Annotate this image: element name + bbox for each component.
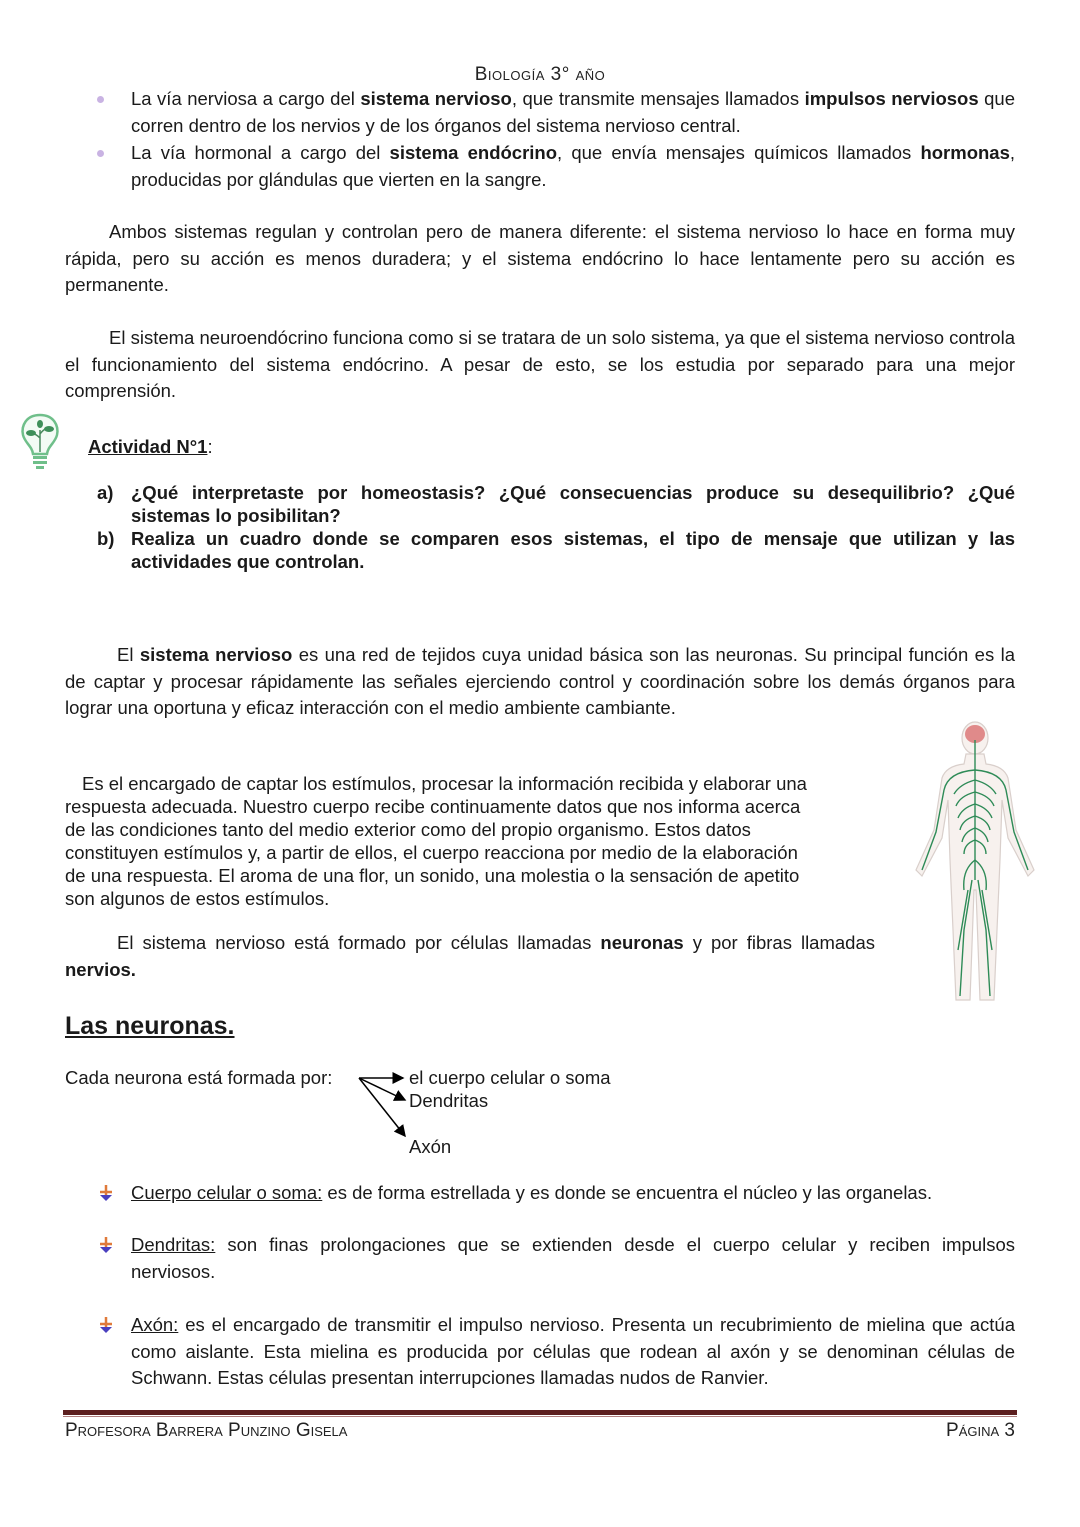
neuron-part: Axón — [409, 1136, 452, 1157]
question-label: b) — [97, 528, 115, 549]
arrow-down-bullet-icon — [97, 1184, 115, 1202]
colon: : — [207, 436, 213, 457]
text: es una red de tejidos cuya unidad básica son las neuronas. Su principal función es la de captar y procesar rápidamente las señales ejerciendo control y coordinación sobre los demás órganos para lograr una oportuna y eficaz interacción con el medio ambiente cambiante. — [65, 644, 1015, 718]
line: de las condiciones tanto del medio exterior como del propio organismo. Estos datos — [65, 819, 751, 840]
bullet-item — [131, 86, 1015, 139]
footer-page-number: Página 3 — [946, 1420, 1015, 1441]
definition-item — [131, 1312, 1015, 1392]
paragraph: El sistema neuroendócrino funciona como si se tratara de un solo sistema, ya que el sistema nervioso controla el funcionamiento del sistema endócrino. A pesar de esto, se los estudia por separado para una mejor comprensión. — [65, 327, 1015, 401]
bold-text: hormonas — [920, 142, 1010, 163]
line: constituyen estímulos y, a partir de ellos, el cuerpo reacciona por medio de la elaboración — [65, 842, 798, 863]
neuron-part: el cuerpo celular o soma — [409, 1067, 611, 1088]
footer-rule-thin — [63, 1416, 1017, 1417]
line: Es el encargado de captar los estímulos, procesar la información recibida y elaborar una — [82, 773, 807, 794]
footer-rule — [63, 1410, 1017, 1415]
text: y por fibras llamadas — [683, 932, 875, 953]
paragraph: Ambos sistemas regulan y controlan pero de manera diferente: el sistema nervioso lo hace en forma muy rápida, pero su acción es menos duradera; y el sistema endócrino lo hace lentamente pero su acción es permanente. — [65, 221, 1015, 295]
definition: es el encargado de transmitir el impulso nervioso. Presenta un recubrimiento de mielina que actúa como aislante. Esta mielina es producida por células que rodean al axón y se denominan células de Schwann. Estas células presentan interrupciones llamadas nudos de Ranvier. — [131, 1314, 1015, 1388]
activity-title-text: Actividad N°1 — [88, 436, 208, 457]
bold-text: impulsos nerviosos — [804, 88, 979, 109]
question-a — [97, 481, 1015, 527]
definition: son finas prolongaciones que se extienden desde el cuerpo celular y reciben impulsos nerviosos. — [131, 1234, 1015, 1282]
activity-title — [88, 434, 213, 460]
definition-item — [131, 1180, 1015, 1207]
nervous-system-figure — [908, 720, 1042, 1005]
section-heading: Las neuronas. — [65, 1012, 235, 1040]
bullet-item — [131, 140, 1015, 193]
bullet-dot-icon — [97, 150, 104, 157]
term: Dendritas: — [131, 1234, 216, 1255]
question-label: a) — [97, 482, 114, 503]
bold-text: sistema nervioso — [360, 88, 512, 109]
text: La vía hormonal a cargo del — [131, 142, 390, 163]
question-text: ¿Qué interpretaste por homeostasis? ¿Qué consecuencias produce su desequilibrio? ¿Qué sistemas lo posibilitan? — [131, 482, 1015, 526]
line: respuesta adecuada. Nuestro cuerpo recibe continuamente datos que nos informa acerca — [65, 796, 801, 817]
bold-text: nervios. — [65, 958, 136, 980]
footer-author: Profesora Barrera Punzino Gisela — [65, 1420, 348, 1441]
line: de una respuesta. El aroma de una flor, un sonido, una molestia o la sensación de apetito — [65, 865, 800, 886]
question-b — [97, 527, 1015, 573]
text: que corren dentro de los nervios y de los órganos del sistema nervioso central. — [131, 88, 1016, 136]
neuron-part: Dendritas — [409, 1090, 489, 1111]
bold-text: sistema nervioso — [139, 644, 293, 665]
lightbulb-plant-icon — [18, 412, 62, 472]
text: La vía nerviosa a cargo del — [131, 88, 361, 109]
text: , que envía mensajes químicos llamados — [557, 142, 921, 163]
branch-arrows-icon — [355, 1068, 415, 1140]
text: , producidas por glándulas que vierten en la sangre. — [131, 142, 1016, 190]
arrow-down-bullet-icon — [97, 1236, 115, 1254]
paragraph — [65, 930, 875, 983]
paragraph — [65, 642, 1015, 722]
page-header: Biología 3° año — [474, 64, 606, 85]
paragraph — [65, 772, 807, 910]
neuron-intro: Cada neurona está formada por: — [65, 1067, 333, 1088]
arrow-down-bullet-icon — [97, 1316, 115, 1334]
term: Cuerpo celular o soma: — [131, 1182, 323, 1203]
text: El — [117, 644, 140, 665]
line: son algunos de estos estímulos. — [65, 888, 330, 909]
bold-text: neuronas — [600, 932, 684, 953]
text: El sistema nervioso está formado por células llamadas — [117, 932, 601, 953]
text: , que transmite mensajes llamados — [511, 88, 805, 109]
question-text: Realiza un cuadro donde se comparen esos sistemas, el tipo de mensaje que utilizan y las actividades que controlan. — [131, 528, 1015, 572]
definition-item — [131, 1232, 1015, 1285]
definition: es de forma estrellada y es donde se encuentra el núcleo y las organelas. — [322, 1182, 933, 1203]
bold-text: sistema endócrino — [389, 142, 558, 163]
bullet-dot-icon — [97, 96, 104, 103]
term: Axón: — [131, 1314, 179, 1335]
